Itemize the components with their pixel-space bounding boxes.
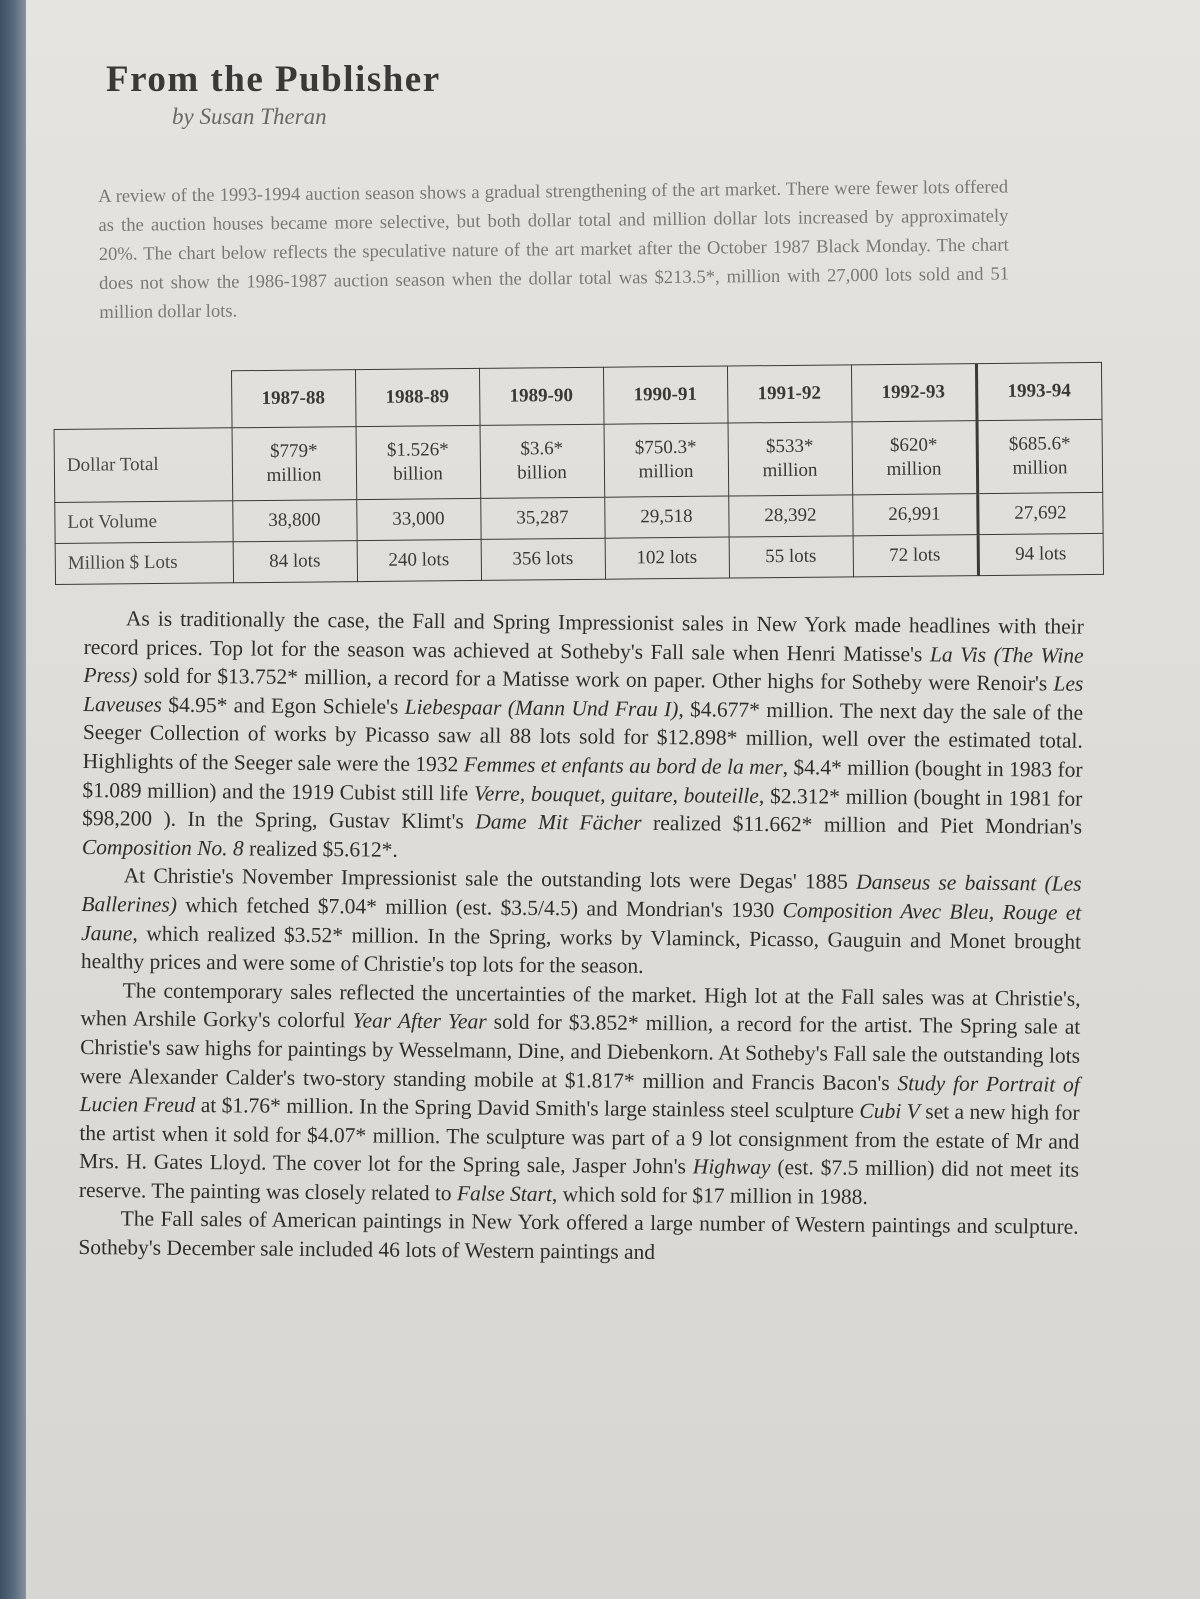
table-cell: 35,287 (480, 497, 604, 539)
cell-unit: billion (393, 463, 443, 485)
text-run: set a new high for the artist when it sold for $4.07* million. The sculpture was part of a 9 lot consignment from the estate of Mr and Mrs. H. Gates Lloyd. The cover lot for the Spring sale, Jasper John's (79, 1099, 1080, 1179)
table-row-dollar-total (54, 419, 1102, 502)
text-run: , which sold for $17 million in 1988. (551, 1181, 868, 1209)
artwork-title: False Start (456, 1181, 553, 1206)
text-run: , $4.4* million (bought in 1983 for $1.089 million) and the 1919 Cubist still life (82, 755, 1083, 805)
column-header-1993-94: 1993-94 (976, 362, 1102, 420)
table-cell: 27,692 (977, 492, 1102, 534)
text-run: sold for $3.852* million, a record for the artist. The Spring sale at Christie's saw highs for paintings by Wesselmann, Dine, and Diebenkorn. At Sotheby's Fall sale the outstanding lots were Alexander Calder's two-story standing mobile at $1.817* million and Francis Bacon's (79, 1009, 1081, 1095)
auction-season-table-wrapper (53, 362, 1103, 585)
artwork-title: Les Laveuses (83, 671, 1084, 717)
page-title: From the Publisher (106, 59, 441, 100)
column-header-1989-90: 1989-90 (479, 367, 604, 425)
table-cell (232, 427, 357, 501)
text-run: At Christie's November Impressionist sale the outstanding lots were Degas' 1885 (123, 863, 857, 895)
text-run: realized $5.612*. (243, 836, 398, 862)
column-header-1991-92: 1991-92 (727, 365, 852, 423)
cell-amount: $1.526* (386, 439, 449, 461)
table-cell (604, 423, 729, 497)
table-cell (852, 421, 978, 495)
text-run: (est. $7.5 million) did not meet its reserve. The painting was closely related to (78, 1155, 1080, 1206)
table-cell: 38,800 (232, 500, 356, 542)
table-cell: 84 lots (233, 541, 357, 583)
auction-season-table (53, 362, 1103, 585)
column-header-1992-93: 1992-93 (851, 364, 977, 422)
cell-unit: billion (517, 462, 567, 484)
artwork-title: Composition No. 8 (81, 834, 244, 861)
text-run: As is traditionally the case, the Fall and Spring Impressionist sales in New York made headlines with their record prices. Top lot for the season was achieved at Sotheby's Fall sale when Henri Matisse's (83, 606, 1084, 666)
table-cell: 356 lots (481, 538, 605, 580)
artwork-title: Dame Mit Fächer (475, 809, 642, 836)
table-cell (728, 422, 853, 496)
text-run: The contemporary sales reflected the uncertainties of the market. High lot at the Fall sales was at Christie's, when Arshile Gorky's colorful (80, 978, 1081, 1033)
table-cell (356, 425, 481, 499)
table-cell (480, 424, 605, 498)
article-paragraph (82, 604, 1084, 870)
row-label-million-dollar-lots: Million $ Lots (55, 542, 233, 585)
cell-amount: $750.3* (634, 436, 697, 459)
row-label-lot-volume: Lot Volume (55, 501, 233, 544)
table-cell: 28,392 (728, 495, 852, 537)
text-run: which fetched $7.04* million (est. $3.5/4.5) and Mondrian's 1930 (176, 892, 783, 923)
table-header-row (54, 362, 1102, 429)
table-cell: 102 lots (605, 537, 729, 579)
artwork-title: Highway (692, 1154, 771, 1180)
artwork-title: Danseus se baissant (Les Ballerines) (81, 870, 1082, 917)
article-paragraph (79, 976, 1081, 1213)
article-body (78, 604, 1084, 1270)
artwork-title: La Vis (The Wine Press) (83, 641, 1084, 688)
row-label-dollar-total: Dollar Total (54, 428, 232, 503)
text-run: The Fall sales of American paintings in New York offered a large number of Western paintings and sculpture. Sotheby's December sale included 46 lots of Western paintings and (78, 1206, 1079, 1265)
text-run: realized $11.662* million and Piet Mondrian's (641, 811, 1083, 839)
table-cell: 33,000 (356, 498, 480, 540)
table-cell: 72 lots (853, 535, 978, 577)
cell-amount: $779* (269, 440, 318, 462)
text-run: , $4.677* million. The next day the sale of the Seeger Collection of works by Picasso saw all 88 lots sold for $12.898* million, well over the estimated total. Highlights of the Seeger sale were the 1932 (82, 696, 1084, 777)
cell-unit: million (638, 460, 694, 483)
cell-amount: $533* (765, 435, 814, 458)
table-cell: 26,991 (852, 494, 977, 536)
table-cell: 240 lots (357, 539, 481, 581)
intro-paragraph: A review of the 1993-1994 auction season shows a gradual strengthening of the art market. There were fewer lots offered as the auction houses became more selective, but both dollar total and million dollar lots increased by approximately 20%. The chart below reflects the speculative nature of the art market after the October 1987 Black Monday. The chart does not show the 1986-1987 auction season when the dollar total was $213.5*, million with 27,000 lots sold and 51 million dollar lots. (98, 176, 1010, 323)
text-run: , which realized $3.52* million. In the Spring, works by Vlaminck, Picasso, Gauguin and Monet brought healthy prices and were some of Christie's top lots for the season. (80, 920, 1082, 979)
artwork-title: Composition Avec Bleu, Rouge et Jaune (81, 898, 1082, 945)
artwork-title: Year After Year (352, 1008, 487, 1034)
cell-unit: million (762, 459, 818, 482)
artwork-title: Study for Portrait of Lucien Freud (79, 1070, 1080, 1118)
table-row-million-dollar-lots (55, 533, 1103, 584)
column-header-1990-91: 1990-91 (603, 366, 728, 424)
cell-amount: $685.6* (1008, 433, 1071, 455)
text-run: at $1.76* million. In the Spring David Smith's large stainless steel sculpture (195, 1093, 860, 1123)
cell-unit: million (886, 458, 942, 481)
table-cell: 29,518 (604, 496, 728, 538)
table-cell (977, 419, 1103, 493)
text-run: sold for $13.752* million, a record for a Matisse work on paper. Other highs for Sotheby were Renoir's (137, 663, 1054, 696)
artwork-title: Verre, bouquet, guitare, bouteille (473, 780, 760, 808)
byline: by Susan Theran (172, 104, 327, 129)
artwork-title: Liebespaar (Mann Und Frau I) (404, 694, 679, 721)
text-run: , $2.312* million (bought in 1981 for $98,200 ). In the Spring, Gustav Klimt's (82, 783, 1083, 834)
text-run: $4.95* and Egon Schiele's (161, 692, 405, 719)
column-header-1987-88: 1987-88 (231, 370, 356, 428)
cell-unit: million (266, 464, 322, 486)
cell-unit: million (1012, 457, 1068, 479)
column-header-1988-89: 1988-89 (355, 368, 480, 426)
cell-amount: $3.6* (520, 438, 564, 460)
table-corner-cell (54, 371, 232, 430)
table-cell: 94 lots (978, 533, 1103, 575)
table-cell: 55 lots (729, 536, 853, 578)
cell-amount: $620* (889, 434, 938, 456)
artwork-title: Cubi V (859, 1098, 920, 1124)
article-paragraph (81, 861, 1082, 984)
article-paragraph (78, 1204, 1078, 1270)
artwork-title: Femmes et enfants au bord de la mer (463, 752, 783, 780)
binding-spine (0, 0, 26, 1599)
magazine-page (26, 0, 1200, 1599)
